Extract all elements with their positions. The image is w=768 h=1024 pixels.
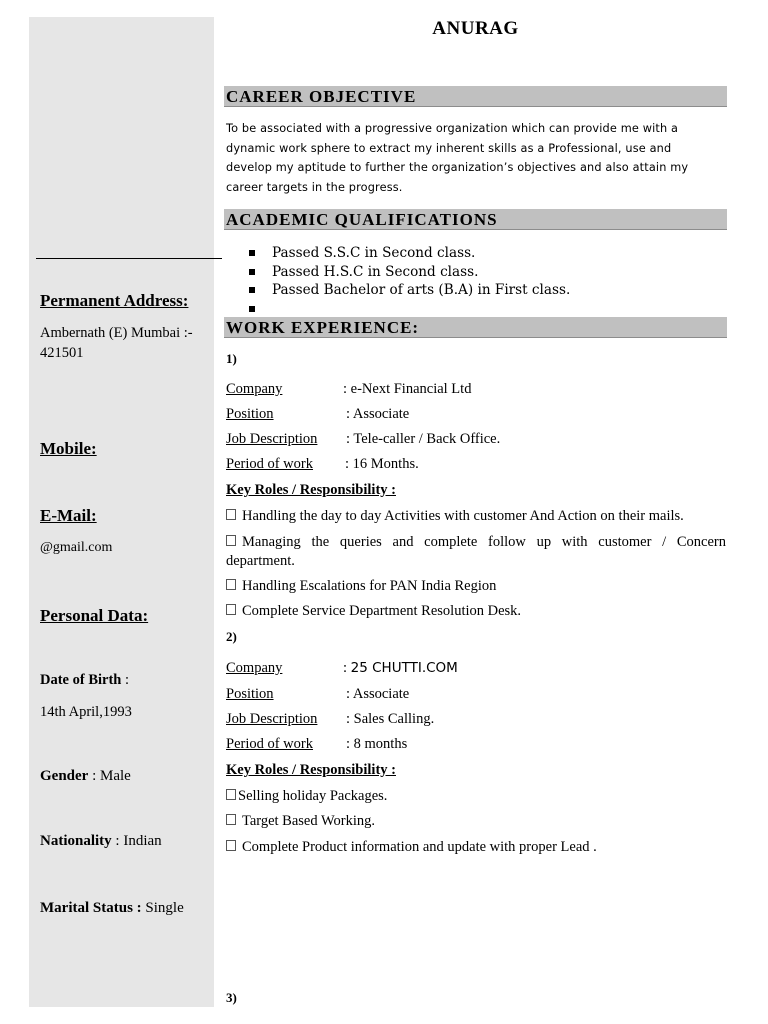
job-description-value: : Sales Calling. [346,711,435,727]
resume-name: ANURAG [432,18,519,39]
marital-row [40,900,184,917]
list-item [248,300,570,319]
nationality-label: Nationality [40,833,112,849]
objective-line: develop my aptitude to further the organization’s objectives and also attain my [226,161,689,174]
objective-line: To be associated with a progressive organization which can provide me with a [226,122,679,135]
sidebar-divider [36,258,222,259]
role-text: Handling the day to day Activities with customer And Action on their mails. [242,508,684,524]
qualification-text: Passed S.S.C in Second class. [272,245,476,261]
job-description-label: Job Description [226,431,318,447]
company-value: : e-Next Financial Ltd [343,381,472,397]
objective-line: dynamic work sphere to extract my inherent skills as a Professional, use and [226,141,672,155]
job-number: 2) [226,629,237,644]
position-value: : Associate [346,406,410,422]
qualification-text: Passed Bachelor of arts (B.A) in First class. [272,282,571,298]
job-number: 1) [226,351,237,366]
qualifications-list [248,244,570,318]
email-label: E-Mail: [40,506,97,525]
list-item [248,244,570,263]
job-description-label: Job Description [226,711,318,727]
address-label: Permanent Address: [40,291,189,310]
address-line: Ambernath (E) Mumbai :- [40,325,193,341]
dob-separator: : [121,672,129,688]
objective-line: career targets in the progress. [226,180,403,194]
list-item [226,507,726,526]
job-number: 3) [226,990,237,1005]
gender-label: Gender [40,768,89,784]
period-value: : 8 months [346,736,408,752]
key-roles-label: Key Roles / Responsibility : [226,482,396,498]
academic-heading: ACADEMIC QUALIFICATIONS [224,209,727,230]
address-line: 421501 [40,345,84,361]
career-objective-heading: CAREER OBJECTIVE [224,86,727,107]
qualification-text: Passed H.S.C in Second class. [272,263,479,280]
company-prefix: : [343,660,351,676]
company-label: Company [226,381,283,397]
list-item [226,812,726,831]
email-value: @gmail.com [40,540,113,555]
career-objective-text [226,119,720,197]
job-description-value: : Tele-caller / Back Office. [346,431,501,447]
role-text: Target Based Working. [242,813,375,829]
list-item [226,602,726,621]
role-text: Complete Product information and update with proper Lead . [242,839,597,855]
bullet-icon [249,269,255,275]
checkbox-icon [226,840,236,851]
list-item [226,533,726,571]
bullet-icon [249,250,255,256]
list-item [248,281,570,300]
checkbox-icon [226,579,236,590]
checkbox-icon [226,604,236,615]
list-item [226,577,726,596]
list-item [226,838,726,857]
marital-value: Single [141,900,184,916]
dob-label: Date of Birth [40,672,122,688]
role-text: Managing the queries and complete follow up with customer / Concern department. [226,534,726,569]
company-label: Company [226,660,283,676]
list-item [248,263,570,282]
company-value: 25 CHUTTI.COM [350,660,458,676]
period-label: Period of work [226,456,313,472]
position-label: Position [226,406,274,422]
checkbox-icon [226,789,236,800]
key-roles-label: Key Roles / Responsibility : [226,762,396,778]
dob-row [40,672,129,689]
period-value: : 16 Months. [345,456,419,472]
mobile-label: Mobile: [40,439,97,458]
role-text: Handling Escalations for PAN India Region [242,578,497,594]
gender-value: : Male [88,768,131,784]
checkbox-icon [226,535,236,546]
bullet-icon [249,287,255,293]
role-text: Complete Service Department Resolution Desk. [242,603,522,619]
position-value: : Associate [346,686,410,702]
checkbox-icon [226,509,236,520]
work-experience-heading: WORK EXPERIENCE: [224,317,727,338]
gender-row [40,768,131,785]
marital-label: Marital Status : [40,900,142,916]
role-text: Selling holiday Packages. [238,788,388,804]
company-value-wrap [343,660,458,677]
position-label: Position [226,686,274,702]
period-label: Period of work [226,736,313,752]
dob-value: 14th April,1993 [40,704,132,720]
nationality-value: : Indian [111,833,162,849]
personal-data-label: Personal Data: [40,606,149,625]
nationality-row [40,833,162,850]
list-item [226,787,726,806]
bullet-icon [249,306,255,312]
checkbox-icon [226,814,236,825]
